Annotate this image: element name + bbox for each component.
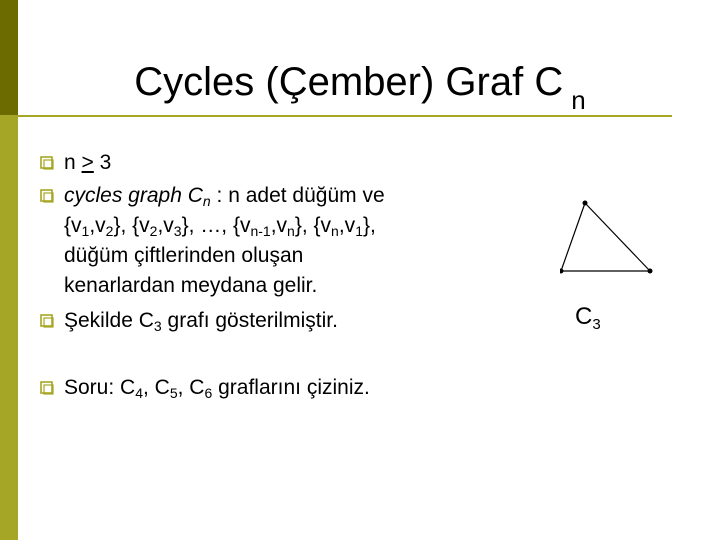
bullet-figure-note: Şekilde $C_3$ grafı gösterilmiştir. [64,309,338,334]
title-subscript: n [571,85,586,115]
bullet-square-icon [40,381,54,395]
bullet-definition-line4: kenarlardan meydana gelir. [64,274,318,297]
condition-value: 3 [99,151,112,174]
graph-node [583,201,588,206]
graph-edge [561,203,585,271]
bullet-definition-line1 [64,183,385,214]
bullet-question: Soru: $C_4$, $C_5$, $C_6$ graflarını çiziniz. [64,376,370,401]
condition-operator: > [81,151,94,174]
definition-term: cycles graph C [64,184,203,207]
bullet-square-icon [40,156,54,170]
cycle-graph-c3 [560,190,660,290]
bullet-definition-line3: düğüm çiftlerinden oluşan [64,244,304,267]
condition-n: n [64,151,76,174]
title-rule [18,115,672,117]
definition-rest: : n adet düğüm ve [210,184,385,207]
graph-label: $C_3$ [575,303,601,333]
graph-node [560,269,564,274]
bullet-square-icon [40,189,54,203]
bullet-definition-line2: $\{v_1,v_2\}$, $\{v_2,v_3\}$, …, $\{v_{n-1},v_n\}$, $\{v_n,v_1\}$, [64,214,376,239]
graph-node [648,269,653,274]
bullet-condition [64,150,111,176]
title-text: Cycles (Çember) Graf C [134,60,564,104]
bullet-square-icon [40,314,54,328]
sidebar-light [0,115,18,540]
definition-term-sub: n [202,193,211,209]
graph-edge [585,203,650,271]
slide-title [0,58,720,115]
